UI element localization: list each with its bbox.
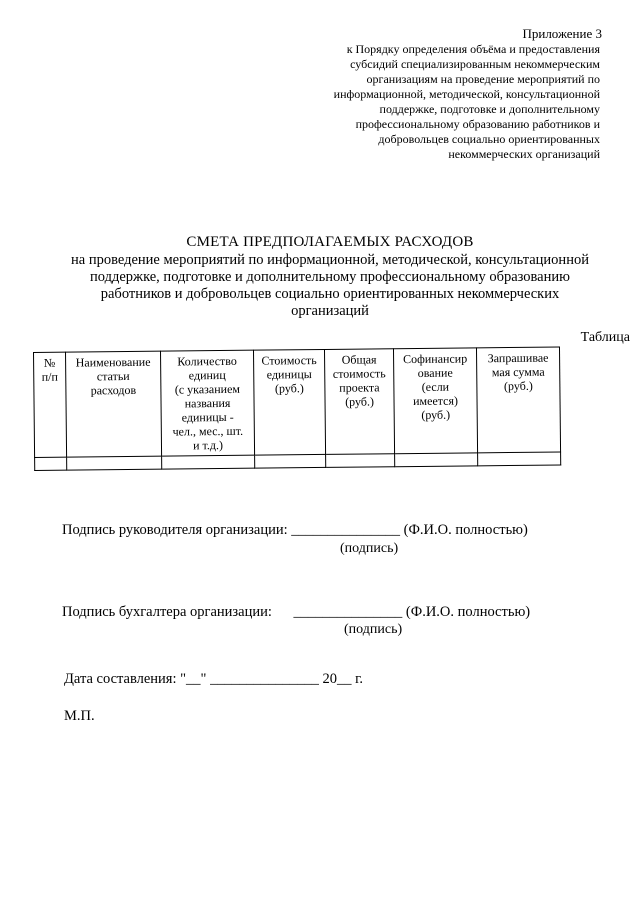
table-header-row [34,347,561,458]
appendix-line: информационной, методической, консультационной [333,87,600,101]
appendix-reference [290,42,600,162]
accountant-signature-line[interactable]: _______________ [293,604,403,620]
header-cell-item-name: Наименование статьи расходов [66,351,162,457]
table-cell[interactable] [35,457,67,470]
header-cell-cofinancing: Софинансир ование (если имеется) (руб.) [393,348,477,454]
table-label: Таблица [580,330,630,345]
header-cell-requested-amount: Запрашивае мая сумма (руб.) [476,347,560,453]
table-cell[interactable] [478,452,561,466]
subtitle-line: поддержке, подготовке и дополнительному профессиональному образованию [90,269,570,285]
head-signature-row [62,522,528,539]
stamp-placeholder: М.П. [64,708,95,724]
header-cell-number: № п/п [34,352,67,457]
document-title: СМЕТА ПРЕДПОЛАГАЕМЫХ РАСХОДОВ [186,234,474,250]
appendix-line: субсидий специализированным некоммерческим [350,57,600,71]
accountant-signature-row [62,604,530,621]
accountant-signature-caption: (подпись) [344,622,403,637]
table-cell[interactable] [255,454,326,468]
head-name-note: (Ф.И.О. полностью) [403,522,528,538]
head-signature-caption: (подпись) [340,541,399,556]
appendix-line: некоммерческих организаций [448,147,600,161]
estimate-table [33,346,561,471]
head-signature-line[interactable]: _______________ [291,522,401,538]
subtitle-line: организаций [291,303,369,319]
table-cell[interactable] [395,453,478,467]
header-cell-total-cost: Общая стоимость проекта (руб.) [324,349,394,455]
appendix-line: профессиональному образованию работников и [355,117,600,131]
accountant-name-note: (Ф.И.О. полностью) [405,604,531,620]
appendix-line: добровольцев социально ориентированных [378,132,600,146]
date-row[interactable]: Дата составления: "__" _______________ 20__ г. [64,671,364,687]
appendix-title: Приложение 3 [522,26,602,41]
table-cell[interactable] [326,454,395,468]
appendix-line: поддержке, подготовке и дополнительному [379,102,600,116]
table-cell[interactable] [67,456,162,470]
accountant-signature-label: Подпись бухгалтера организации: [62,604,272,620]
head-signature-label: Подпись руководителя организации: [62,522,288,538]
table-cell[interactable] [162,455,255,469]
appendix-line: к Порядку определения объёма и предоставления [346,42,600,56]
document-subtitle [50,252,610,320]
appendix-line: организациям на проведение мероприятий по [366,72,600,86]
subtitle-line: на проведение мероприятий по информационной, методической, консультационной [71,252,589,268]
subtitle-line: работников и добровольцев социально ориентированных некоммерческих [100,286,560,302]
header-cell-unit-cost: Стоимость единицы (руб.) [253,349,325,455]
header-cell-quantity: Количество единиц (с указанием названия единицы - чел., мес., шт. и т.д.) [160,350,254,456]
